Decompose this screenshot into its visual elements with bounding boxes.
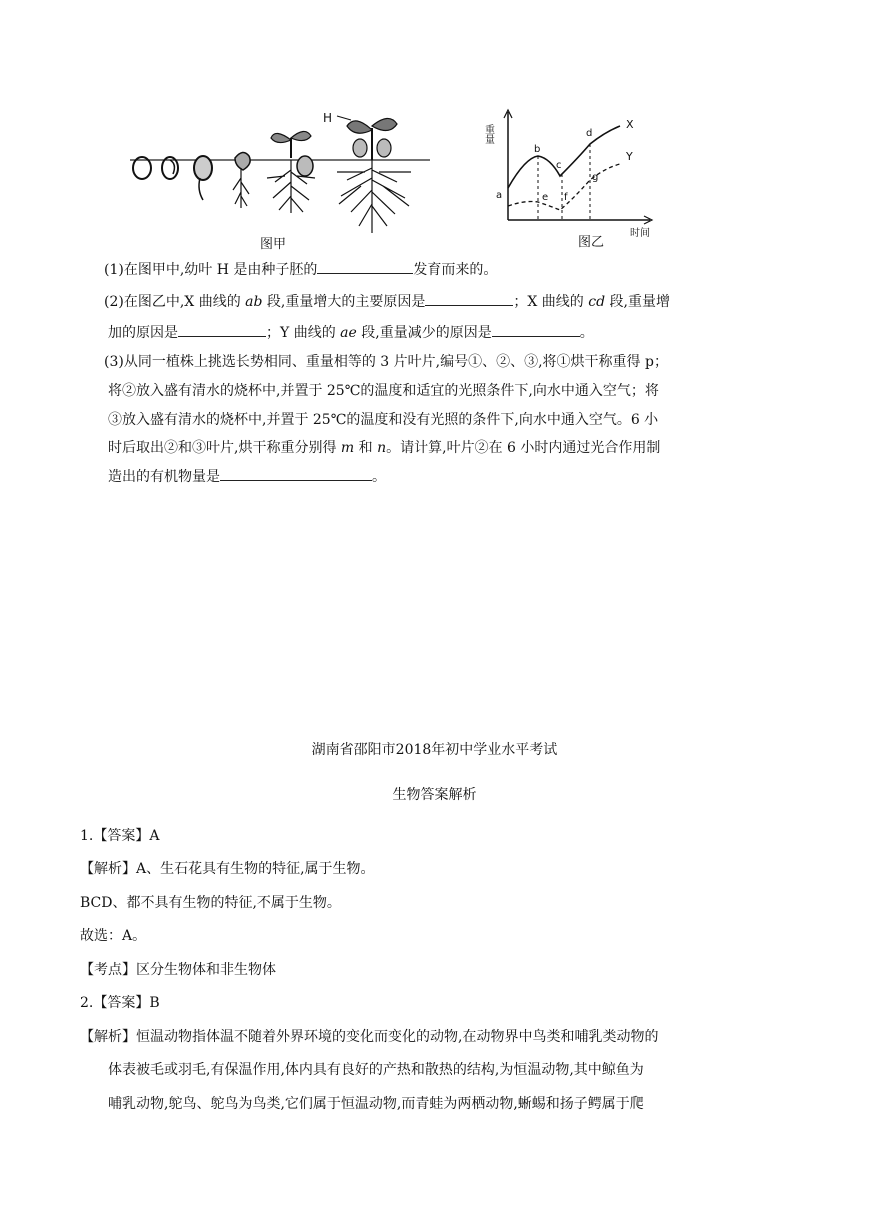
q3-text: 。请计算,叶片②在 6 小时内通过光合作用制 [386, 440, 661, 456]
question-3-line-3: ③放入盛有清水的烧杯中,并置于 25℃的温度和没有光照的条件下,向水中通入空气。6 小 [108, 412, 659, 428]
answer-2-analysis-line-2: 体表被毛或羽毛,有保温作用,体内具有良好的产热和散热的结构,为恒温动物,其中鲸鱼为 [108, 1062, 644, 1078]
point-c: c [556, 160, 562, 171]
series-y-label: Y [626, 150, 633, 163]
question-3-line-2: 将②放入盛有清水的烧杯中,并置于 25℃的温度和适宜的光照条件下,向水中通入空气；将 [108, 383, 659, 399]
q3-text: 时后取出②和③叶片,烘干称重分别得 [108, 440, 341, 456]
point-b: b [534, 144, 541, 155]
answer-blank [425, 291, 513, 306]
q2-ab: ab [245, 294, 263, 310]
answer-2-analysis-line-3: 哺乳动物,鸵鸟、鸵鸟为鸟类,它们属于恒温动物,而青蛙为两栖动物,蜥蜴和扬子鳄属于爬 [108, 1096, 644, 1112]
answer-blank [317, 259, 413, 274]
series-x-curve [508, 126, 620, 188]
q2-text: 段,重量增大的主要原因是 [262, 294, 426, 310]
label-h: H [323, 111, 333, 125]
q3-text: 造出的有机物量是 [108, 469, 220, 485]
answer-1: 1.【答案】A [80, 828, 160, 844]
answers-title: 湖南省邵阳市2018年初中学业水平考试 [311, 742, 558, 758]
q2-text: 段,重量增 [605, 294, 670, 310]
q2-text: ；Y 曲线的 [266, 325, 341, 341]
q2-cd: cd [588, 294, 606, 310]
q3-m: m [340, 440, 355, 456]
q2-ae: ae [340, 325, 357, 341]
figure-jia-germination [125, 108, 435, 253]
answer-blank [178, 322, 266, 337]
point-a: a [496, 190, 503, 201]
answer-2-analysis-line-1: 【解析】恒温动物指体温不随着外界环境的变化而变化的动物,在动物界中鸟类和哺乳类动物的 [80, 1029, 659, 1045]
question-2-line-2 [108, 322, 594, 343]
answers-subtitle: 生物答案解析 [392, 787, 477, 803]
answer-1-bcd: BCD、都不具有生物的特征,不属于生物。 [80, 895, 341, 911]
q1-suffix: 发育而来的。 [413, 262, 498, 278]
question-3-line-5 [108, 466, 386, 487]
question-3-line-4 [108, 438, 660, 458]
q2-text: 段,重量减少的原因是 [356, 325, 492, 341]
point-g: g [592, 172, 599, 183]
question-3-line-1: (3)从同一植株上挑选长势相同、重量相等的 3 片叶片,编号①、②、③,将①烘干称重得 p； [104, 354, 668, 370]
q3-n: n [377, 440, 387, 456]
answer-blank [492, 322, 580, 337]
figure-jia-caption: 图甲 [260, 237, 287, 252]
x-axis-label: 时间 [630, 228, 650, 239]
figure-yi-caption: 图乙 [578, 235, 605, 250]
point-f: f [564, 192, 568, 203]
point-d: d [586, 128, 593, 139]
series-x-label: X [626, 118, 634, 131]
answer-blank [220, 466, 372, 481]
q3-text: 。 [372, 469, 386, 485]
figure-yi-weight-chart [480, 108, 680, 253]
question-1 [104, 259, 497, 280]
q1-prefix: (1)在图甲中,幼叶 H 是由种子胚的 [104, 262, 318, 278]
answer-2: 2.【答案】B [80, 995, 160, 1011]
question-2-line-1 [104, 291, 670, 312]
q3-text: 和 [354, 440, 378, 456]
y-axis-label: 重量 [482, 124, 494, 144]
answer-1-choice: 故选：A。 [80, 928, 147, 944]
answer-1-topic: 【考点】区分生物体和非生物体 [80, 962, 276, 978]
answer-1-analysis: 【解析】A、生石花具有生物的特征,属于生物。 [80, 861, 375, 877]
q2-text: ；X 曲线的 [513, 294, 589, 310]
point-e: e [542, 192, 549, 203]
q2-text: 。 [579, 325, 594, 341]
q2-text: 加的原因是 [108, 325, 178, 341]
q2-text: (2)在图乙中,X 曲线的 [104, 294, 246, 310]
